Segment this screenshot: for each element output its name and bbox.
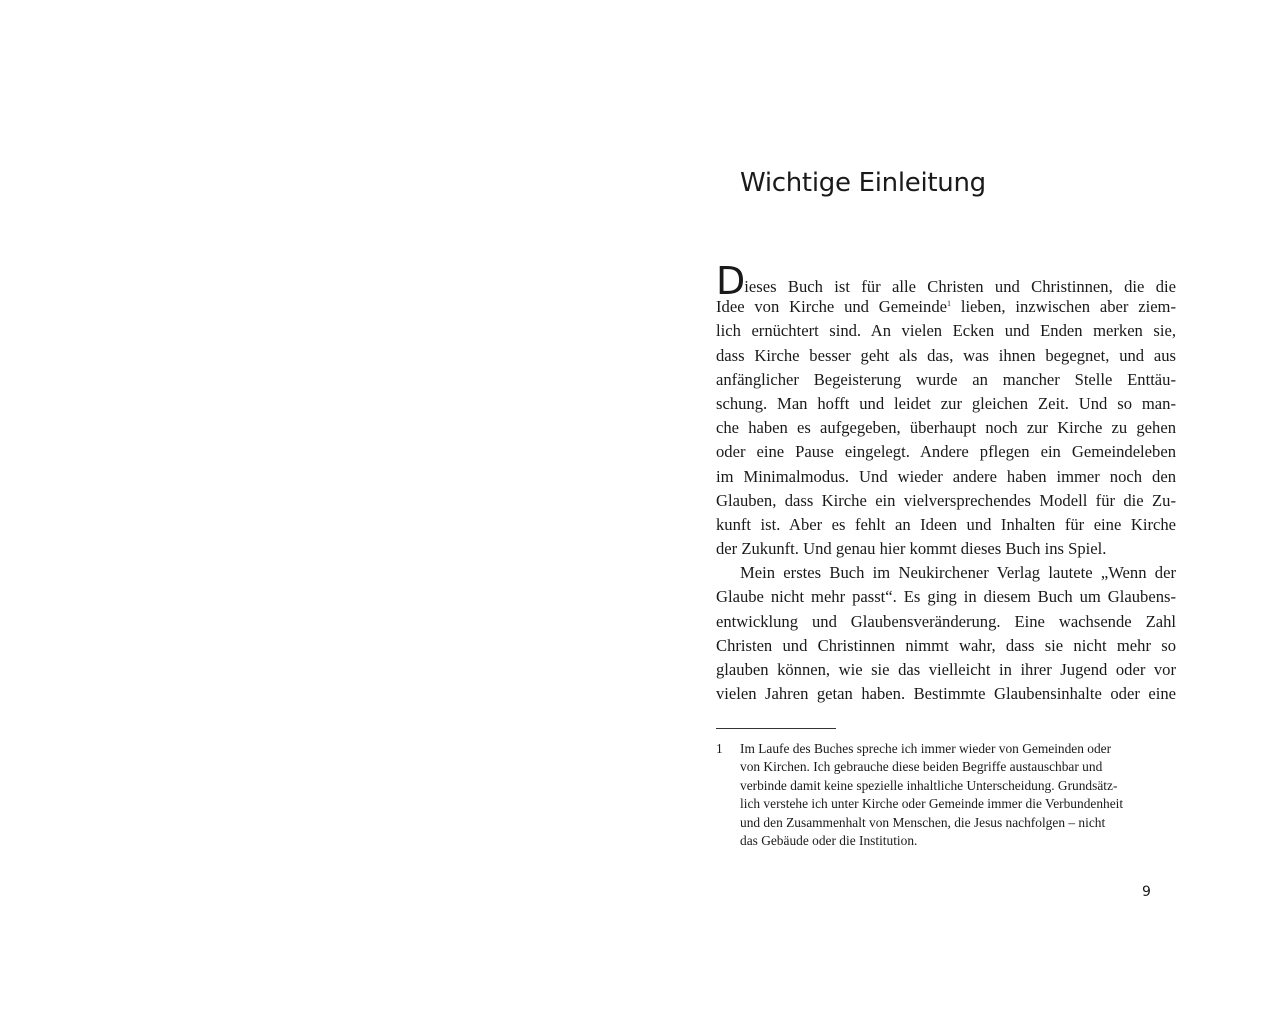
body-line: Glauben, dass Kirche ein vielversprechendes Modell für die Zu- [716,490,1176,510]
body-line: vielen Jahren getan haben. Bestimmte Glaubensinhalte oder eine [716,684,1176,704]
body-line: che haben es aufgegeben, überhaupt noch zur Kirche zu gehen [716,418,1176,438]
body-line: im Minimalmodus. Und wieder andere haben immer noch den [716,466,1176,486]
body-line: Christen und Christinnen nimmt wahr, dass sie nicht mehr so [716,635,1176,655]
footnote-line: lich verstehe ich unter Kirche oder Gemeinde immer die Verbundenheit [740,796,1124,812]
footnote-line: das Gebäude oder die Institution. [740,832,918,848]
footnote-divider [716,728,836,729]
footnote-number: 1 [716,741,723,756]
body-line-text: lieben, inzwischen aber ziem- [951,297,1176,317]
first-line-text: ieses Buch ist für alle Christen und Christinnen, die die [744,277,1176,296]
footnote-line: von Kirchen. Ich gebrauche diese beiden Begriffe austauschbar und [740,759,1103,775]
body-line: schung. Man hofft und leidet zur gleichen Zeit. Und so man- [716,393,1176,413]
body-line: oder eine Pause eingelegt. Andere pflegen ein Gemeindeleben [716,442,1176,462]
chapter-title: Wichtige Einleitung [740,168,986,198]
footnote-reference[interactable]: 1 [947,299,951,309]
body-line: entwicklung und Glaubensveränderung. Eine wachsende Zahl [716,611,1176,631]
body-line: glauben können, wie sie das vielleicht in ihrer Jugend oder vor [716,660,1176,679]
body-line: der Zukunft. Und genau hier kommt dieses Buch ins Spiel. [716,539,1107,559]
footnote-line: Im Laufe des Buches spreche ich immer wieder von Gemeinden oder [740,741,1112,756]
body-line: anfänglicher Begeisterung wurde an mancher Stelle Enttäu- [716,369,1176,389]
body-line: kunft ist. Aber es fehlt an Ideen und Inhalten für eine Kirche [716,514,1176,534]
body-line-text: Idee von Kirche und Gemeinde [716,297,947,317]
footnote-text [740,740,1170,850]
drop-cap: D [716,259,745,303]
body-line: lich ernüchtert sind. An vielen Ecken und Enden merken sie, [716,321,1176,341]
page-number: 9 [1142,884,1151,900]
first-line [716,259,1176,303]
body-text [716,259,1176,706]
footnote-line: und den Zusammenhalt von Menschen, die Jesus nachfolgen – nicht [740,814,1106,830]
footnote-line: verbinde damit keine spezielle inhaltliche Unterscheidung. Grundsätz- [740,777,1118,793]
body-line: Mein erstes Buch im Neukirchener Verlag lautete „Wenn der [740,563,1176,583]
body-line [716,295,1176,319]
body-line: dass Kirche besser geht als das, was ihnen begegnet, und aus [716,345,1176,365]
body-line: Glaube nicht mehr passt“. Es ging in diesem Buch um Glaubens- [716,587,1176,607]
